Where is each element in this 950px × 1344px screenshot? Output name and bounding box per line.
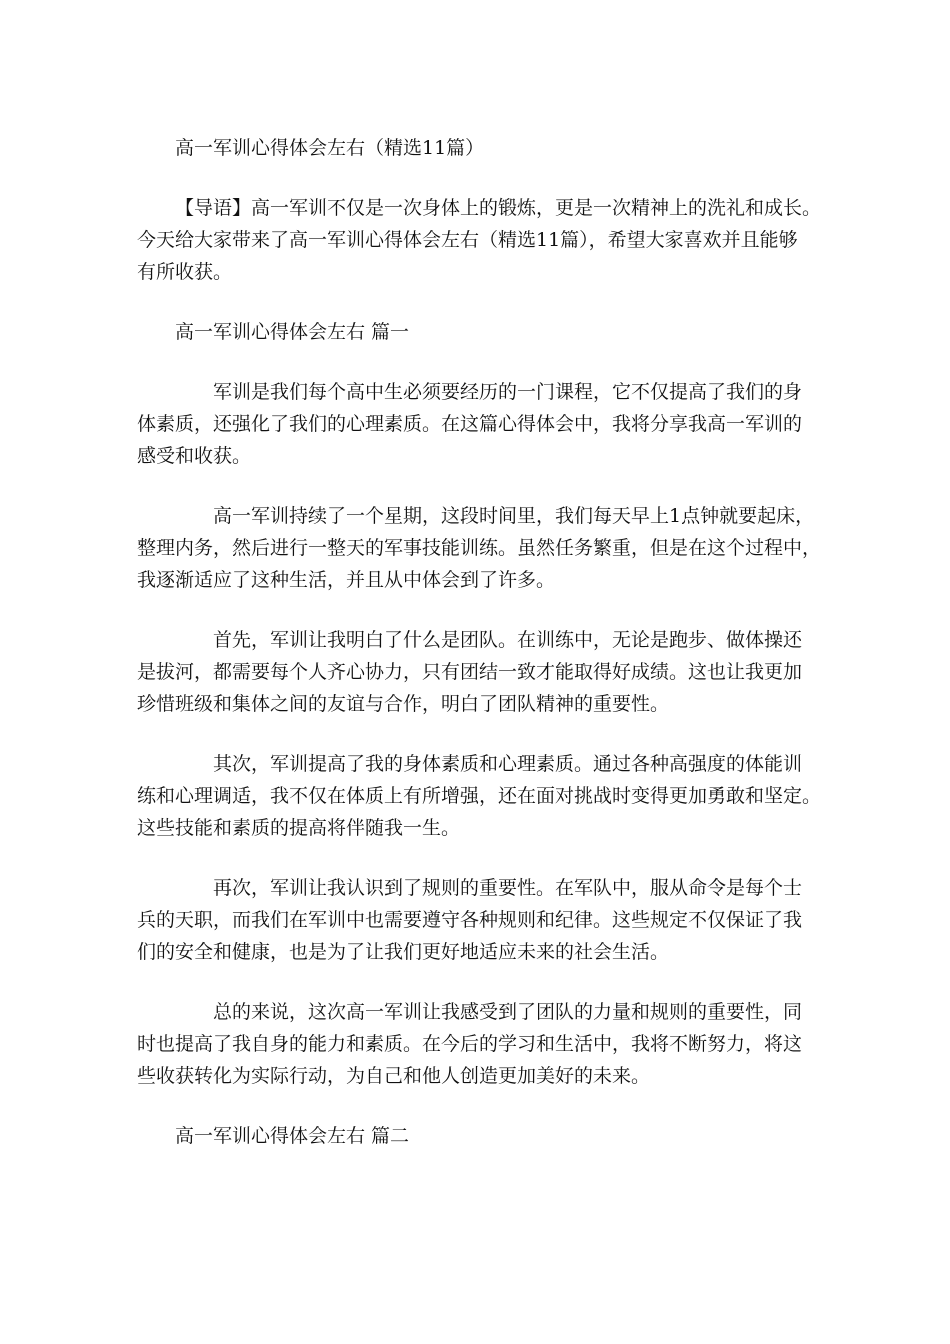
paragraph-line: 时也提高了我自身的能力和素质。在今后的学习和生活中，我将不断努力，将这 — [137, 1033, 803, 1055]
document-body — [137, 132, 822, 1180]
paragraph-line: 感受和收获。 — [137, 445, 252, 467]
paragraph-2 — [137, 500, 822, 596]
paragraph-3 — [137, 624, 817, 720]
intro-paragraph — [137, 192, 822, 288]
document-title: 高一军训心得体会左右（精选11篇） — [175, 137, 485, 159]
paragraph-line: 再次，军训让我认识到了规则的重要性。在军队中，服从命令是每个士 — [213, 877, 803, 899]
paragraph-line: 是拔河，都需要每个人齐心协力，只有团结一致才能取得好成绩。这也让我更加 — [137, 661, 803, 683]
paragraph-line: 军训是我们每个高中生必须要经历的一门课程，它不仅提高了我们的身 — [213, 381, 803, 403]
intro-line: 【导语】高一军训不仅是一次身体上的锻炼，更是一次精神上的洗礼和成长。 — [175, 197, 822, 219]
paragraph-line: 兵的天职，而我们在军训中也需要遵守各种规则和纪律。这些规定不仅保证了我 — [137, 909, 803, 931]
paragraph-line: 体素质，还强化了我们的心理素质。在这篇心得体会中，我将分享我高一军训的 — [137, 413, 803, 435]
paragraph-line: 我逐渐适应了这种生活，并且从中体会到了许多。 — [137, 569, 556, 591]
paragraph-line: 练和心理调适，我不仅在体质上有所增强，还在面对挑战时变得更加勇敢和坚定。 — [137, 785, 822, 807]
paragraph-line: 整理内务，然后进行一整天的军事技能训练。虽然任务繁重，但是在这个过程中， — [137, 537, 822, 559]
intro-line: 今天给大家带来了高一军训心得体会左右（精选11篇），希望大家喜欢并且能够 — [137, 229, 798, 251]
paragraph-5 — [137, 872, 817, 968]
paragraph-line: 这些技能和素质的提高将伴随我一生。 — [137, 817, 461, 839]
section-heading-2: 高一军训心得体会左右 篇二 — [175, 1125, 410, 1147]
paragraph-line: 其次，军训提高了我的身体素质和心理素质。通过各种高强度的体能训 — [213, 753, 803, 775]
paragraph-1 — [137, 376, 817, 472]
paragraph-line: 些收获转化为实际行动，为自己和他人创造更加美好的未来。 — [137, 1065, 651, 1087]
section-heading-1: 高一军训心得体会左右 篇一 — [175, 321, 410, 343]
paragraph-line: 首先，军训让我明白了什么是团队。在训练中，无论是跑步、做体操还 — [213, 629, 803, 651]
paragraph-line: 总的来说，这次高一军训让我感受到了团队的力量和规则的重要性，同 — [213, 1001, 803, 1023]
paragraph-6 — [137, 996, 817, 1092]
intro-line: 有所收获。 — [137, 261, 233, 283]
paragraph-4 — [137, 748, 822, 844]
paragraph-line: 珍惜班级和集体之间的友谊与合作，明白了团队精神的重要性。 — [137, 693, 670, 715]
paragraph-line: 高一军训持续了一个星期，这段时间里，我们每天早上1点钟就要起床， — [213, 505, 815, 527]
paragraph-line: 们的安全和健康，也是为了让我们更好地适应未来的社会生活。 — [137, 941, 670, 963]
